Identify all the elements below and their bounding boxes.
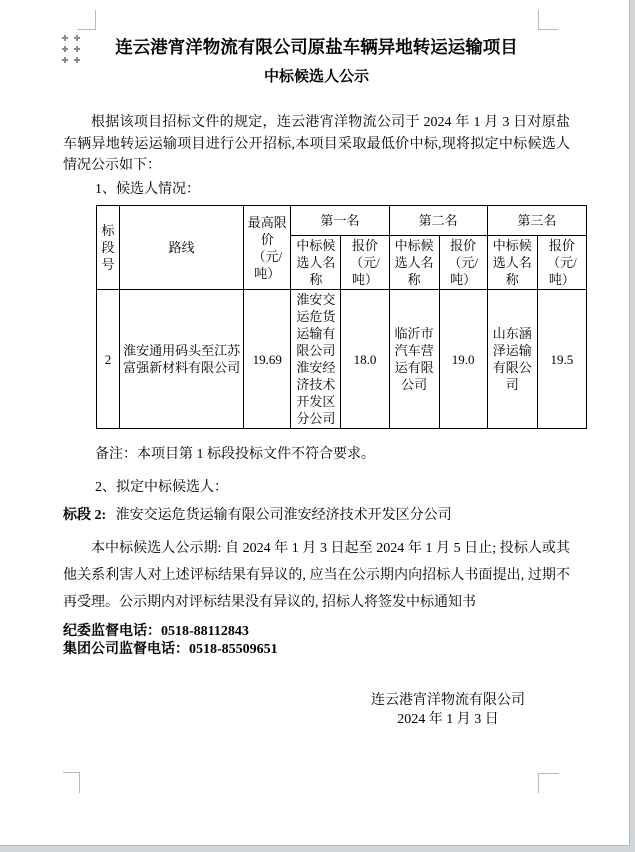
col-header-candidate-name: 中标候选人名称 [389,236,439,290]
group-phone-line: 集团公司监督电话：0518-85509651 [63,642,278,657]
cell-max-price: 19.69 [244,290,291,429]
section-2-heading: 2、拟定中标候选人： [95,479,228,495]
document-content [63,0,577,729]
cell-rank1-name: 淮安交运危货运输有限公司淮安经济技术开发区分公司 [291,290,341,429]
intro-paragraph: 根据该项目招标文件的规定，连云港宵洋物流公司于 2024 年 1 月 3 日对原盐车辆异地转运运输项目进行公开招标,本项目采取最低价中标,现将拟定中标候选人情况公示如下： [63,115,570,173]
cell-rank3-price: 19.5 [537,290,586,429]
col-header-rank2: 第二名 [389,206,487,236]
col-header-section-no: 标段号 [97,206,120,290]
text-boundary-mark-bottom-left [63,772,80,793]
cell-rank1-price: 18.0 [341,290,389,429]
document-title: 连云港宵洋物流有限公司原盐车辆异地转运运输项目 [115,37,518,57]
col-header-route: 路线 [120,206,244,290]
document-subtitle: 中标候选人公示 [263,69,369,85]
text-boundary-mark-bottom-right [538,773,559,793]
col-header-bid-price: 报价（元/吨） [537,236,586,290]
signature-date: 2024 年 1 月 3 日 [397,711,499,727]
note-line: 备注：本项目第 1 标段投标文件不符合要求。 [95,447,375,462]
col-header-rank3: 第三名 [487,206,586,236]
cell-section-no: 2 [97,290,120,429]
cell-rank3-name: 山东涵泽运输有限公司 [487,290,537,429]
cell-route: 淮安通用码头至江苏富强新材料有限公司 [120,290,244,429]
winner-company-name: 淮安交运危货运输有限公司淮安经济技术开发区分公司 [115,508,452,523]
candidates-table [96,205,587,429]
section-1-heading: 1、候选人情况： [95,181,200,197]
col-header-bid-price: 报价（元/吨） [341,236,389,290]
signature-company: 连云港宵洋物流有限公司 [371,692,525,708]
cell-rank2-name: 临沂市汽车营运有限公司 [389,290,439,429]
cell-rank2-price: 19.0 [439,290,487,429]
col-header-bid-price: 报价（元/吨） [439,236,487,290]
discipline-phone-line: 纪委监督电话：0518-88112843 [63,623,249,639]
notice-paragraph: 本中标候选人公示期: 自 2024 年 1 月 3 日起至 2024 年 1 月 5 日止; 投标人或其他关系利害人对上述评标结果有异议的, 应当在公示期内向招标人书面提出, 过期不再受理。公示期内对评标结果没有异议的, 招标人将签发中标通知书 [63,540,570,610]
winner-section-label: 标段 2: [63,508,107,523]
table-row [97,290,587,429]
signature-block [63,691,570,729]
col-header-rank1: 第一名 [291,206,389,236]
col-header-max-price: 最高限价（元/吨） [244,206,291,290]
col-header-candidate-name: 中标候选人名称 [487,236,537,290]
table-header-group-row [97,206,587,236]
col-header-candidate-name: 中标候选人名称 [291,236,341,290]
winner-line [63,505,570,527]
